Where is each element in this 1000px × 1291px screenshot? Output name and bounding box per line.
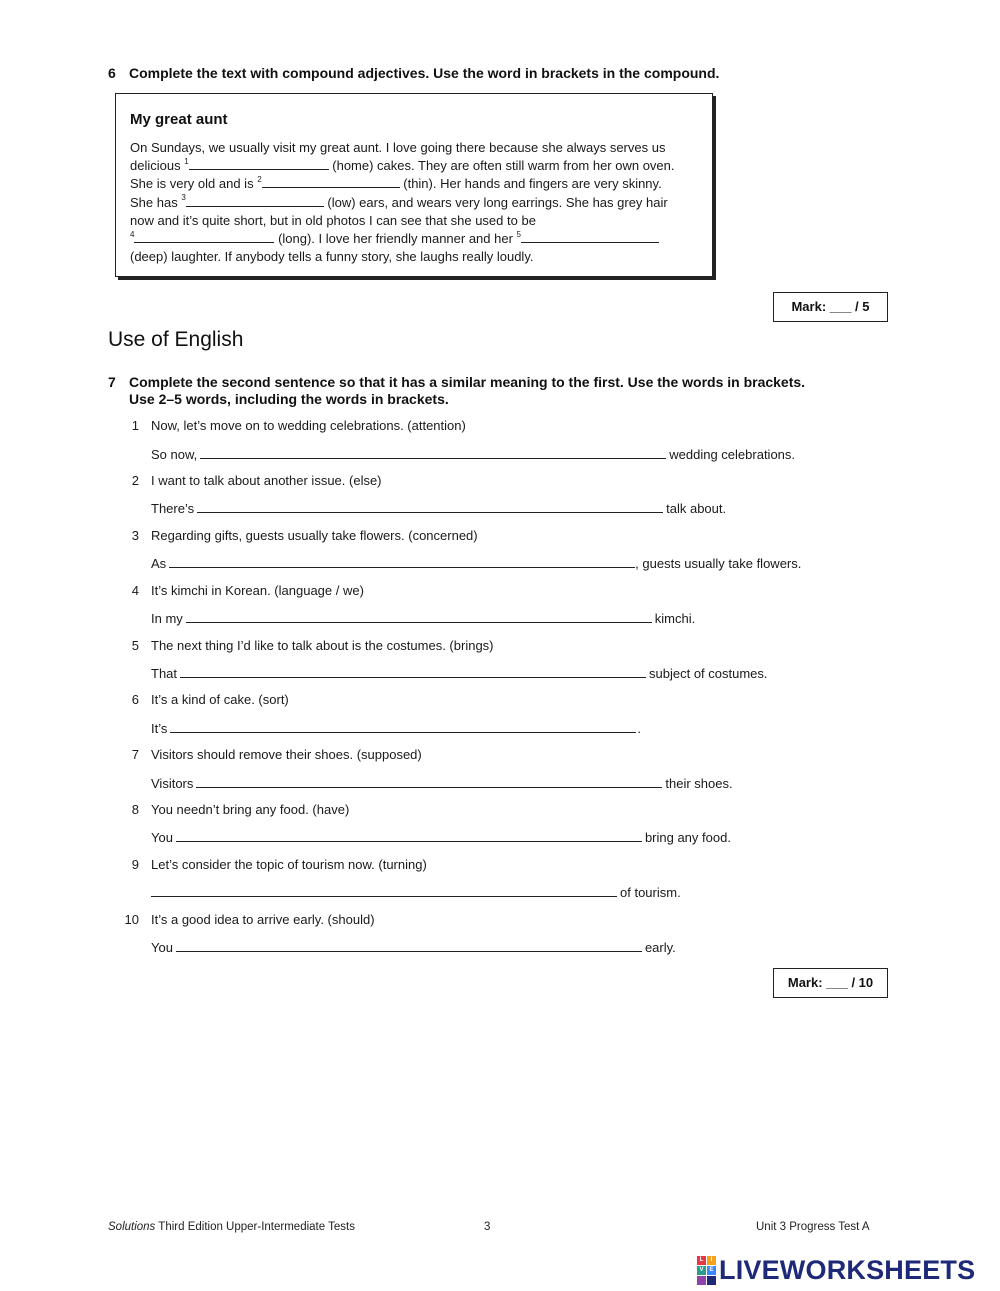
text-line — [130, 248, 708, 266]
question-text: I want to talk about another issue. (else) — [151, 473, 382, 488]
answer-blank[interactable] — [151, 884, 617, 897]
task-7-heading — [108, 374, 888, 410]
logo-tile: L — [697, 1256, 706, 1265]
gap-number: 2 — [257, 175, 262, 185]
answer-prefix: There’s — [151, 501, 195, 516]
text-segment: (low) ears, and wears very long earrings. She has grey hair — [323, 194, 668, 210]
logo-tile — [697, 1276, 706, 1285]
reading-text-box — [115, 93, 713, 277]
answer-line — [151, 610, 695, 626]
logo-tile: E — [707, 1266, 716, 1275]
logo-icon — [697, 1256, 716, 1285]
gap-number: 3 — [181, 193, 186, 203]
task-number: 7 — [108, 374, 116, 390]
text-line — [130, 194, 708, 212]
answer-blank[interactable] — [169, 555, 635, 568]
question-text: Visitors should remove their shoes. (supposed) — [151, 747, 422, 762]
question-number: 9 — [131, 857, 139, 872]
text-line — [130, 157, 708, 175]
answer-blank[interactable] — [176, 829, 642, 842]
gap-4-blank[interactable] — [134, 230, 274, 243]
answer-suffix: their shoes. — [665, 776, 733, 791]
liveworksheets-logo — [697, 1255, 975, 1285]
question-number: 2 — [131, 473, 139, 488]
answer-suffix: wedding celebrations. — [669, 447, 796, 462]
answer-suffix: subject of costumes. — [649, 666, 768, 681]
gap-1-blank[interactable] — [189, 157, 329, 170]
answer-blank[interactable] — [186, 610, 652, 623]
task-number: 6 — [108, 65, 116, 81]
question-text: It’s a kind of cake. (sort) — [151, 692, 289, 707]
task-6-heading — [108, 65, 808, 83]
footer-page-number: 3 — [484, 1221, 491, 1233]
text-segment: (deep) laughter. If anybody tells a funny story, she laughs really loudly. — [130, 249, 534, 265]
section-title: Use of English — [108, 328, 244, 351]
question-text: Let’s consider the topic of tourism now. (turning) — [151, 857, 427, 872]
answer-prefix: As — [151, 556, 167, 571]
answer-prefix: So now, — [151, 447, 198, 462]
answer-line — [151, 884, 681, 900]
gap-3-blank[interactable] — [186, 194, 324, 207]
question-number: 1 — [131, 418, 139, 433]
question-number: 10 — [124, 912, 139, 927]
question-number: 4 — [131, 583, 139, 598]
answer-suffix: early. — [644, 940, 676, 955]
question-text: Now, let’s move on to wedding celebrations. (attention) — [151, 418, 466, 433]
answer-line — [151, 775, 733, 791]
logo-tile: V — [697, 1266, 706, 1275]
text-line — [130, 230, 708, 248]
question-text: It’s a good idea to arrive early. (should) — [151, 912, 375, 927]
answer-suffix: , guests usually take flowers. — [635, 556, 802, 571]
gap-number: 5 — [516, 229, 521, 239]
gap-number: 4 — [130, 229, 135, 239]
answer-suffix: kimchi. — [654, 611, 696, 626]
answer-prefix: Visitors — [151, 776, 194, 791]
question-number: 6 — [131, 692, 139, 707]
mark-box-task-6: Mark: ___ / 5 — [773, 292, 888, 322]
logo-tile: I — [707, 1256, 716, 1265]
text-segment: She is very old and is — [130, 176, 258, 192]
answer-suffix: . — [637, 721, 642, 736]
text-line — [130, 139, 708, 157]
text-segment: delicious — [130, 158, 185, 174]
footer-book-rest: Third Edition Upper-Intermediate Tests — [155, 1221, 355, 1233]
box-text — [130, 139, 708, 266]
question-number: 3 — [131, 528, 139, 543]
answer-blank[interactable] — [197, 500, 663, 513]
logo-text: LIVEWORKSHEETS — [719, 1254, 976, 1285]
text-segment: On Sundays, we usually visit my great aunt. I love going there because she always serves us — [130, 140, 666, 155]
gap-5-blank[interactable] — [521, 230, 659, 243]
text-segment: (home) cakes. They are often still warm from her own oven. — [328, 158, 675, 174]
answer-line — [151, 500, 726, 516]
task-instruction: Complete the text with compound adjectives. Use the word in brackets in the compound. — [129, 65, 720, 81]
task-instruction: Complete the second sentence so that it has a similar meaning to the first. Use the words in brackets. — [129, 374, 806, 390]
box-title: My great aunt — [130, 111, 228, 128]
answer-blank[interactable] — [170, 720, 636, 733]
answer-blank[interactable] — [196, 775, 662, 788]
question-text: The next thing I’d like to talk about is the costumes. (brings) — [151, 638, 494, 653]
task-instruction-2: Use 2–5 words, including the words in brackets. — [129, 391, 449, 407]
answer-prefix: In my — [151, 611, 183, 626]
logo-tile — [707, 1276, 716, 1285]
answer-blank[interactable] — [180, 665, 646, 678]
question-number: 7 — [131, 747, 139, 762]
text-segment: She has — [130, 194, 182, 210]
text-segment: (long). I love her friendly manner and her — [274, 230, 517, 246]
question-text: You needn’t bring any food. (have) — [151, 802, 350, 817]
answer-prefix: That — [151, 666, 178, 681]
question-text: Regarding gifts, guests usually take flowers. (concerned) — [151, 528, 478, 543]
text-segment: now and it’s quite short, but in old photos I can see that she used to be — [130, 212, 536, 228]
footer-unit: Unit 3 Progress Test A — [756, 1221, 870, 1233]
answer-line — [151, 720, 641, 736]
answer-prefix: It’s — [151, 721, 168, 736]
answer-line — [151, 939, 676, 955]
answer-line — [151, 446, 795, 462]
answer-blank[interactable] — [176, 939, 642, 952]
footer-book-italic: Solutions — [108, 1221, 156, 1233]
footer-book-title — [108, 1221, 355, 1233]
question-number: 5 — [131, 638, 139, 653]
question-text: It’s kimchi in Korean. (language / we) — [151, 583, 364, 598]
question-number: 8 — [131, 802, 139, 817]
answer-suffix: bring any food. — [644, 830, 731, 845]
text-line — [130, 175, 708, 193]
answer-prefix: You — [151, 830, 173, 845]
gap-2-blank[interactable] — [262, 175, 400, 188]
text-segment: (thin). Her hands and fingers are very skinny. — [399, 176, 662, 192]
answer-blank[interactable] — [200, 446, 666, 459]
gap-number: 1 — [184, 156, 189, 166]
answer-line — [151, 665, 768, 681]
answer-suffix: of tourism. — [620, 885, 681, 900]
answer-prefix: You — [151, 940, 173, 955]
mark-box-task-7: Mark: ___ / 10 — [773, 968, 888, 998]
answer-suffix: talk about. — [666, 501, 727, 516]
answer-line — [151, 829, 731, 845]
answer-line — [151, 555, 801, 571]
text-line — [130, 212, 708, 230]
